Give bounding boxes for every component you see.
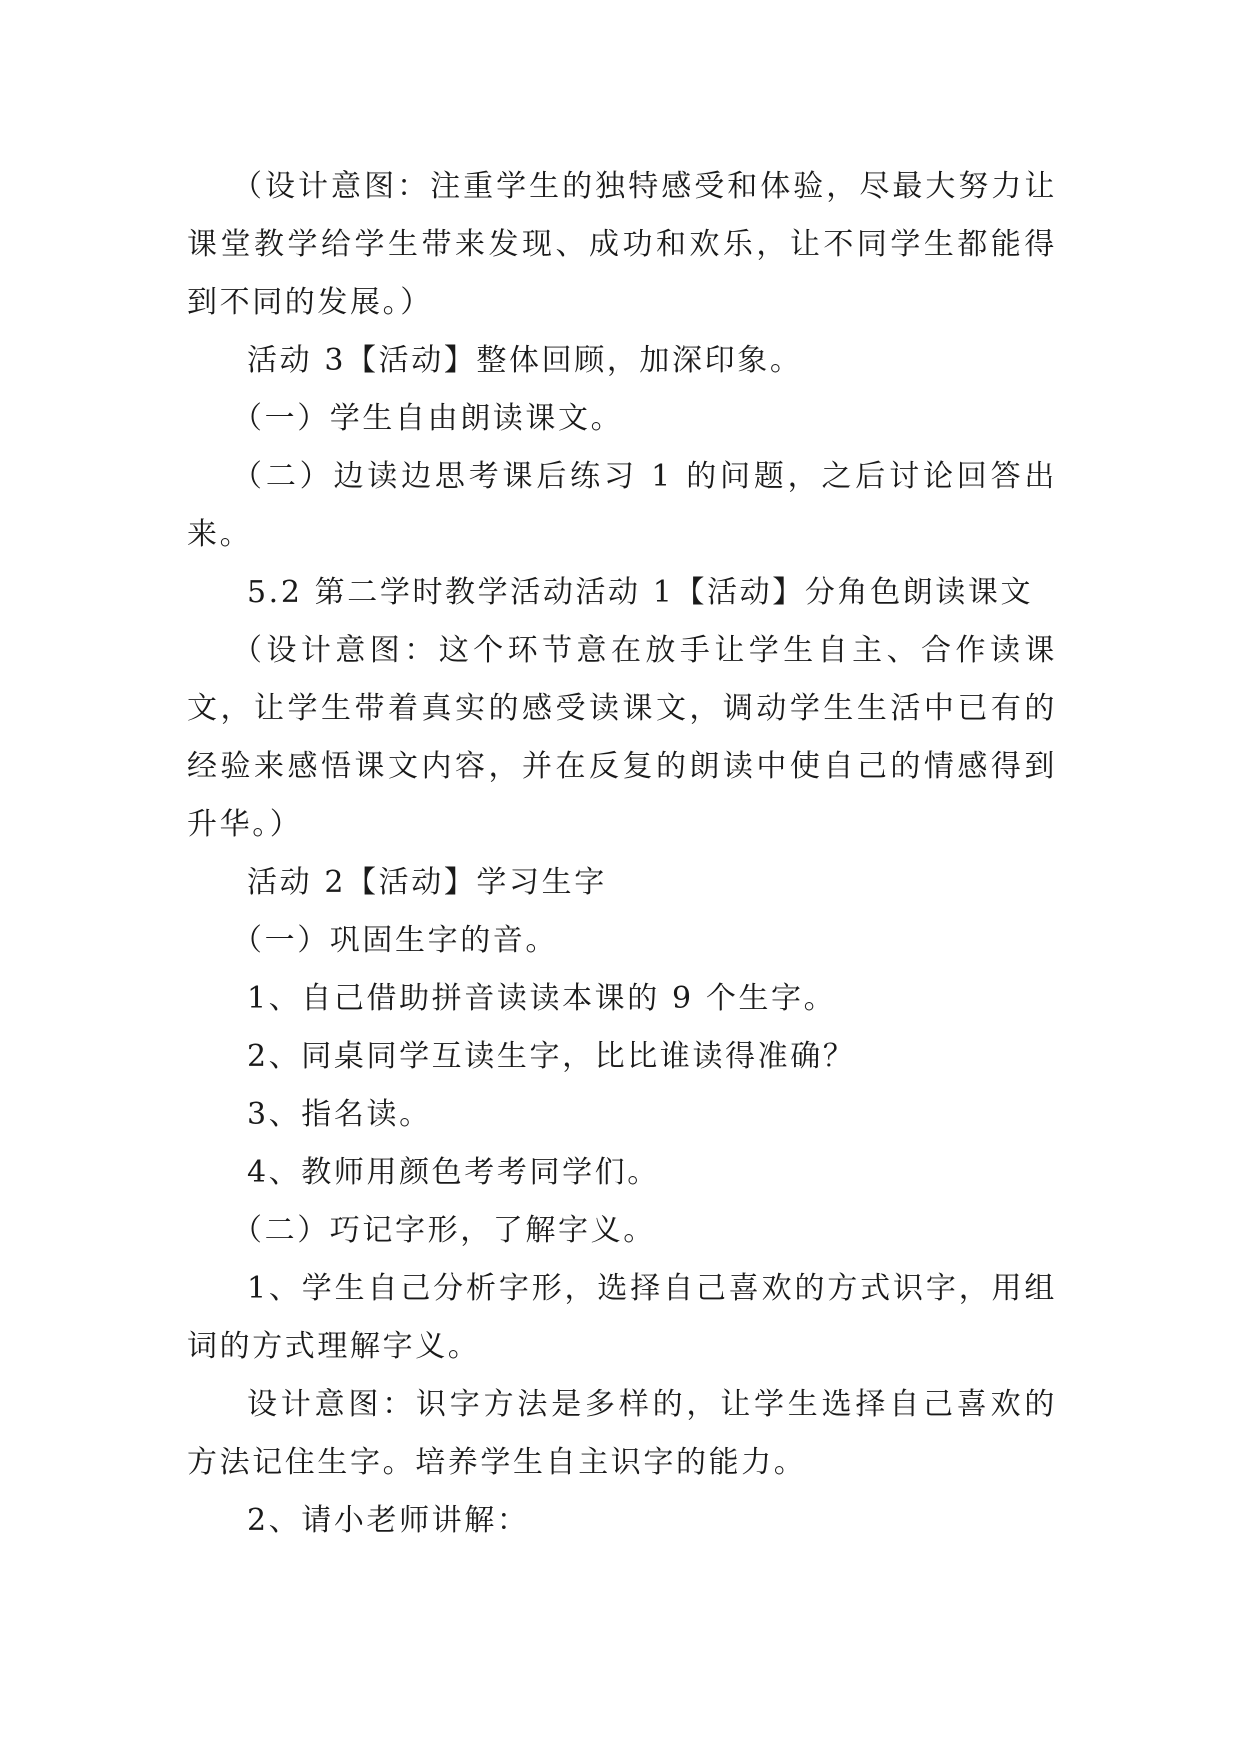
document-page bbox=[187, 158, 1057, 1550]
section-5-2-heading: 5.2 第二学时教学活动活动 1【活动】分角色朗读课文 bbox=[247, 575, 1034, 610]
design-intent-paragraph-3: 设计意图：识字方法是多样的，让学生选择自己喜欢的方法记住生字。培养学生自主识字的能力。 bbox=[187, 1387, 1057, 1480]
activity-3-step-2: （二）边读边思考课后练习 1 的问题，之后讨论回答出来。 bbox=[187, 459, 1057, 552]
part-2-item-2: 2、请小老师讲解： bbox=[247, 1503, 530, 1538]
design-intent-paragraph-2: （设计意图：这个环节意在放手让学生自主、合作读课文，让学生带着真实的感受读课文，调动学生生活中已有的经验来感悟课文内容，并在反复的朗读中使自己的情感得到升华。） bbox=[187, 633, 1057, 842]
activity-2-item-2: 2、同桌同学互读生字，比比谁读得准确？ bbox=[247, 1039, 856, 1074]
activity-2-heading: 活动 2【活动】学习生字 bbox=[247, 865, 607, 900]
part-2-item-1: 1、学生自己分析字形，选择自己喜欢的方式识字，用组词的方式理解字义。 bbox=[187, 1271, 1057, 1364]
activity-2-item-1: 1、自己借助拼音读读本课的 9 个生字。 bbox=[247, 981, 837, 1016]
activity-3-step-1: （一）学生自由朗读课文。 bbox=[232, 401, 624, 436]
design-intent-paragraph-1: （设计意图：注重学生的独特感受和体验，尽最大努力让课堂教学给学生带来发现、成功和欢乐，让不同学生都能得到不同的发展。） bbox=[187, 169, 1057, 320]
activity-2-item-4: 4、教师用颜色考考同学们。 bbox=[247, 1155, 660, 1190]
activity-3-heading: 活动 3【活动】整体回顾，加深印象。 bbox=[247, 343, 803, 378]
activity-2-item-3: 3、指名读。 bbox=[247, 1097, 432, 1132]
activity-2-part-2-heading: （二）巧记字形，了解字义。 bbox=[232, 1213, 656, 1248]
activity-2-part-1-heading: （一）巩固生字的音。 bbox=[232, 923, 558, 958]
